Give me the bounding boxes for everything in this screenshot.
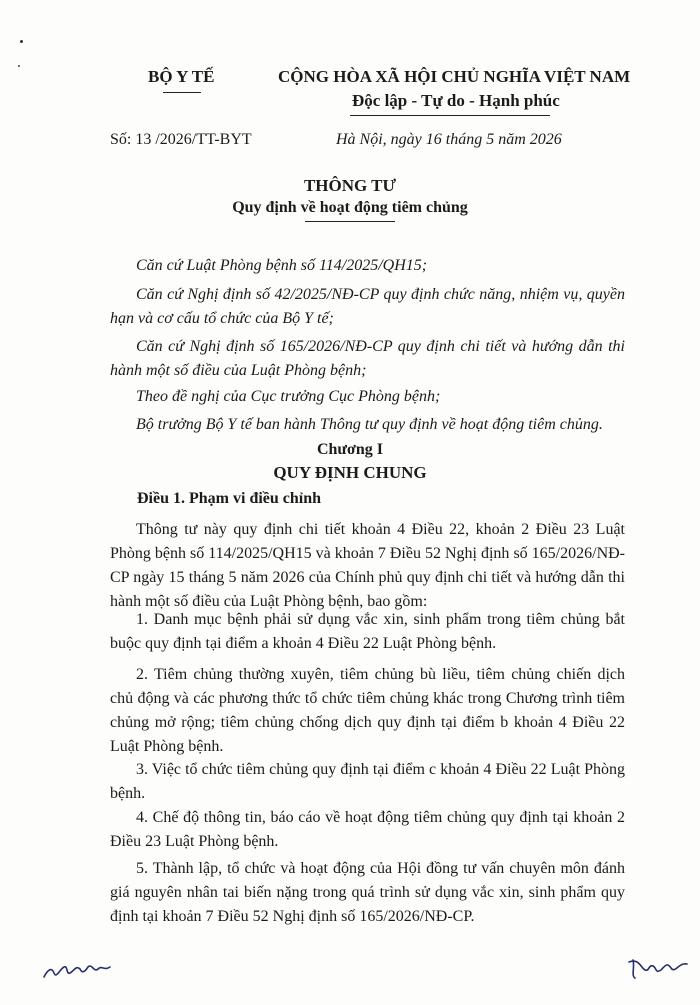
motto: Độc lập - Tự do - Hạnh phúc: [352, 91, 560, 110]
preamble-3: Căn cứ Nghị định số 165/2026/NĐ-CP quy định chi tiết và hướng dẫn thi hành một số điều của Luật Phòng bệnh;: [110, 338, 625, 379]
scan-speck: [20, 40, 23, 43]
article-1-heading: Điều 1. Phạm vi điều chỉnh: [137, 490, 322, 507]
article-1-item-4: 4. Chế độ thông tin, báo cáo về hoạt động tiêm chủng quy định tại khoản 2 Điều 23 Luật Phòng bệnh.: [110, 809, 625, 850]
chapter-name: QUY ĐỊNH CHUNG: [273, 463, 427, 482]
initials-left-signature: [40, 955, 120, 985]
preamble-2: Căn cứ Nghị định số 42/2025/NĐ-CP quy định chức năng, nhiệm vụ, quyền hạn và cơ cấu tổ chức của Bộ Y tế;: [110, 286, 625, 327]
document-type: THÔNG TƯ: [303, 176, 397, 195]
preamble-1: Căn cứ Luật Phòng bệnh số 114/2025/QH15;: [136, 257, 428, 274]
subject-underline: [305, 221, 395, 222]
document-subject: Quy định về hoạt động tiêm chủng: [232, 199, 468, 216]
preamble-4: Theo đề nghị của Cục trưởng Cục Phòng bệnh;: [136, 388, 441, 405]
agency-name: BỘ Y TẾ: [148, 67, 215, 86]
country-name: CỘNG HÒA XÃ HỘI CHỦ NGHĨA VIỆT NAM: [278, 67, 631, 86]
article-1-item-1: 1. Danh mục bệnh phải sử dụng vắc xin, sinh phẩm trong tiêm chủng bắt buộc quy định tại điểm a khoản 4 Điều 22 Luật Phòng bệnh.: [110, 611, 625, 652]
article-1-item-5: 5. Thành lập, tổ chức và hoạt động của Hội đồng tư vấn chuyên môn đánh giá nguyên nhân tai biến nặng trong quá trình sử dụng vắc xin, sinh phẩm quy định tại khoản 7 Điều 52 Nghị định số 165/2026/NĐ-CP.: [110, 860, 625, 925]
motto-underline: [350, 115, 550, 116]
place-date: Hà Nội, ngày 16 tháng 5 năm 2026: [336, 131, 562, 148]
initials-right-signature: [625, 950, 695, 985]
article-1-item-3: 3. Việc tổ chức tiêm chủng quy định tại điểm c khoản 4 Điều 22 Luật Phòng bệnh.: [110, 761, 625, 802]
agency-underline: [163, 92, 201, 93]
document-number: Số: 13 /2026/TT-BYT: [110, 131, 252, 148]
chapter-number: Chương I: [316, 441, 384, 458]
scan-speck: [18, 65, 20, 67]
preamble-5: Bộ trưởng Bộ Y tế ban hành Thông tư quy định về hoạt động tiêm chủng.: [136, 416, 603, 433]
article-1-intro: Thông tư này quy định chi tiết khoản 4 Điều 22, khoản 2 Điều 23 Luật Phòng bệnh số 114/2025/QH15 và khoản 7 Điều 52 Nghị định số 165/2026/NĐ-CP ngày 15 tháng 5 năm 2026 của Chính phủ quy định chi tiết và hướng dẫn thi hành một số điều của Luật Phòng bệnh, bao gồm:: [110, 521, 625, 610]
article-1-item-2: 2. Tiêm chủng thường xuyên, tiêm chủng bù liều, tiêm chủng chiến dịch chủ động và các phương thức tổ chức tiêm chủng khác trong Chương trình tiêm chủng mở rộng; tiêm chủng chống dịch quy định tại điểm b khoản 4 Điều 22 Luật Phòng bệnh.: [110, 666, 625, 755]
